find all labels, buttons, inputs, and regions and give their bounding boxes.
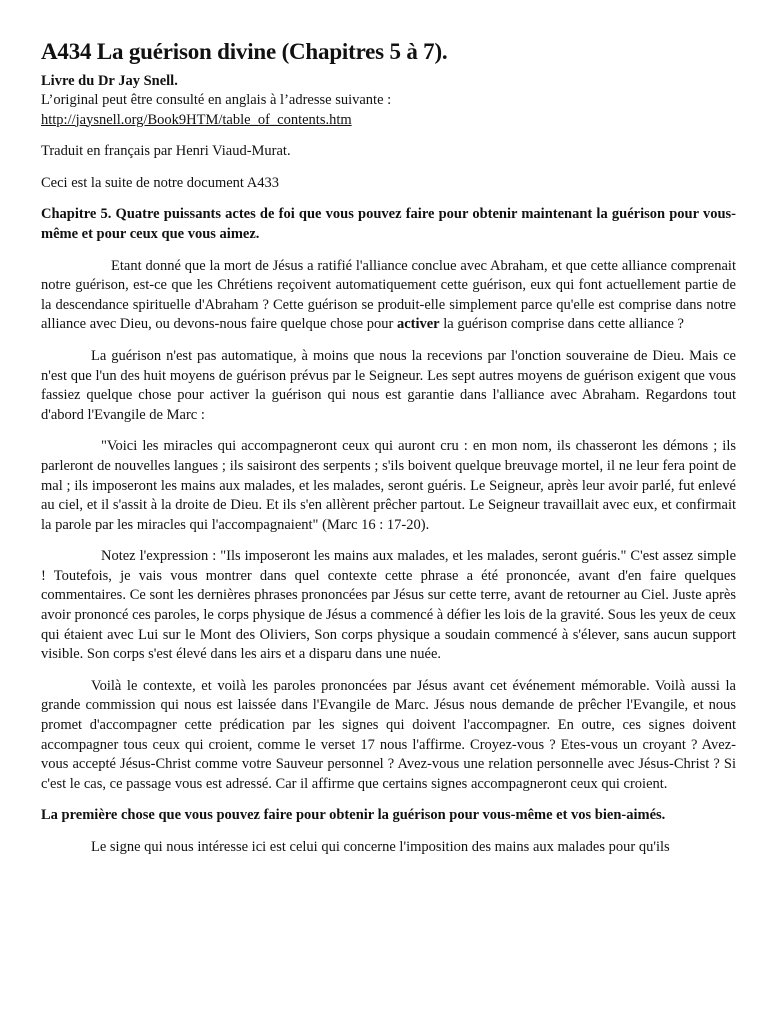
paragraph-1-text-a: Etant donné que la mort de Jésus a ratifié l'alliance conclue avec Abraham, et que cette alliance comprenait notre guérison, est-ce que les Chrétiens reçoivent automatiquement cette guérison, eux qui font actuellement partie de la descendance spirituelle d'Abraham ? Cette guérison se produit-elle simplement parce qu'elle est comprise dans notre alliance avec Dieu, ou devons-nous faire quelque chose pour <box>41 257 736 333</box>
paragraph-3-quote: "Voici les miracles qui accompagneront ceux qui auront cru : en mon nom, ils chasseront les démons ; ils parleront de nouvelles langues ; ils saisiront des serpents ; s'ils boivent quelque breuvage mortel, il ne leur fera point de mal ; ils imposeront les mains aux malades, et les malades, seront guéris. Le Seigneur, après leur avoir parlé, fut enlevé au ciel, et il s'assit à la droite de Dieu. Et ils s'en allèrent prêcher partout. Le Seigneur travaillait avec eux, et confirmait la parole par les miracles qui l'accompagnaient" (Marc 16 : 17-20). <box>41 438 736 533</box>
paragraph-1-emphasis: activer <box>396 316 440 333</box>
paragraph-4: Notez l'expression : "Ils imposeront les mains aux malades, et les malades, seront guéris." C'est assez simple ! Toutefois, je vais vous montrer dans quel contexte cette phrase a été prononcée, avant d'en faire quelques commentaires. Ce sont les dernières phrases prononcées par Jésus sur cette terre, avant de retourner au Ciel. Juste après avoir prononcé ces paroles, le corps physique de Jésus a commencé à défier les lois de la gravité. Sous les yeux de ceux qui étaient avec Lui sur le Mont des Oliviers, Son corps physique a soudain commencé à s'élever, sans aucun support visible. Son corps s'est élevé dans les airs et a disparu dans une nuée. <box>41 548 736 663</box>
source-intro: L’original peut être consulté en anglais à l’adresse suivante : <box>41 92 392 108</box>
translator-note: Traduit en français par Henri Viaud-Murat. <box>41 143 291 160</box>
paragraph-5: Voilà le contexte, et voilà les paroles prononcées par Jésus avant cet événement mémorable. Voilà aussi la grande commission qui nous est laissée dans l'Evangile de Marc. Jésus nous demande de prêcher l'Evangile, et nous promet d'accompagner cette prédication par les signes qui doivent l'accompagner. En outre, ces signes doivent accompagner tous ceux qui croient, comme le verset 17 nous l'affirme. Croyez-vous ? Etes-vous un croyant ? Avez-vous accepté Jésus-Christ comme votre Sauveur personnel ? Avez-vous une relation personnelle avec Jésus-Christ ? Si c'est le cas, ce passage vous est adressé. Car il affirme que certains signes accompagneront ceux qui croient. <box>41 677 736 792</box>
section-heading: La première chose que vous pouvez faire pour obtenir la guérison pour vous-même et vos bien-aimés. <box>41 807 666 824</box>
source-link[interactable]: http://jaysnell.org/Book9HTM/table_of_contents.htm <box>41 111 352 128</box>
paragraph-1 <box>41 257 736 335</box>
document-subtitle: Livre du Dr Jay Snell. <box>41 73 178 89</box>
document-title: A434 La guérison divine (Chapitres 5 à 7). <box>41 39 448 64</box>
chapter-heading: Chapitre 5. Quatre puissants actes de foi que vous pouvez faire pour obtenir maintenant la guérison pour vous-même et pour ceux que vous aimez. <box>41 206 736 242</box>
continuation-note: Ceci est la suite de notre document A433 <box>41 174 279 191</box>
paragraph-2: La guérison n'est pas automatique, à moins que nous la recevions par l'onction souveraine de Dieu. Mais ce n'est que l'un des huit moyens de guérison prévus par le Seigneur. Les sept autres moyens de guérison exigent que vous fassiez quelque chose pour activer la guérison qui nous est garantie dans l'alliance avec Abraham. Regardons tout d'abord l'Evangile de Marc : <box>41 347 736 423</box>
paragraph-1-text-b: la guérison comprise dans cette alliance ? <box>439 316 684 333</box>
paragraph-6: Le signe qui nous intéresse ici est celui qui concerne l'imposition des mains aux malades pour qu'ils <box>91 839 670 855</box>
